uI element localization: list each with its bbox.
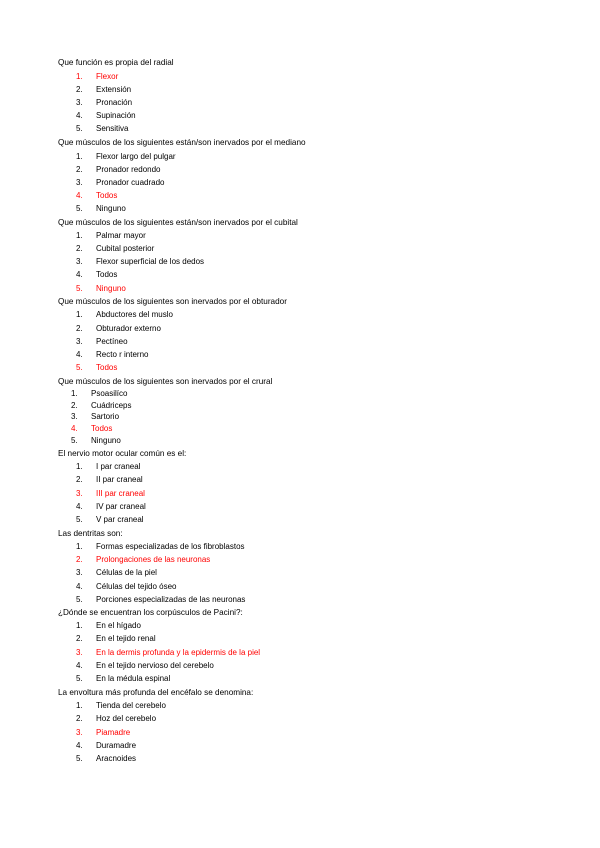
document-page: Que función es propia del radial 1. Flexor 2. Extensión 3. Pronación 4. Supinación 5. Sensitiva Que músculos de los siguientes están/son inervados por el mediano 1. Flexor largo del pulgar 2. Pronador redondo 3. Pronador cuadrado 4. Todos 5. Ninguno Que músculos de los siguientes están/son inervados por el cubital 1. Palmar mayor 2. Cubital posterior 3. Flexor superficial de los dedos 4. Todos 5. Ninguno Que músculos de los siguientes son inervados por el obturador 1. Abductores del muslo 2. Obturador externo 3. Pectíneo 4. Recto r interno 5. Todos Que músculos de los siguientes son inervados por el crural 1. Psoasilíco 2. Cuádriceps 3. Sartorio 4. Todos 5. Ninguno El nervio motor ocular común es el: 1. I par craneal 2. II par craneal 3. III par craneal 4. IV par craneal 5. V par craneal Las dentritas son: 1. Formas especializadas de los fibroblastos 2. Prolongaciones de las neuronas 3. Células de la piel 4. Células del tejido óseo 5. Porciones especializadas de las neuronas ¿Dónde se encuentran los corpúsculos de Pacini?: 1. En el hígado 2. En el tejido renal 3. En la dermis profunda y la epidermis de la piel 4. En el tejido nervioso del cerebelo 5. En la médula espinal La envoltura más profunda del encéfalo se denomina: 1. Tienda del cerebelo 2. Hoz del cerebelo 3. Piamadre 4. Duramadre 5. Aracnoides <box>58 58 306 763</box>
question-1-text: Que función es propia del radial <box>58 58 174 67</box>
question-8-text: ¿Dónde se encuentran los corpúsculos de Pacini?: <box>58 608 243 617</box>
question-7-text: Las dentritas son: <box>58 529 123 538</box>
question-4-text: Que músculos de los siguientes son inervados por el obturador <box>58 297 287 306</box>
question-9-text: La envoltura más profunda del encéfalo se denomina: <box>58 688 254 697</box>
question-3-text: Que músculos de los siguientes están/son inervados por el cubital <box>58 218 298 227</box>
question-2-text: Que músculos de los siguientes están/son inervados por el mediano <box>58 138 306 147</box>
question-6-text: El nervio motor ocular común es el: <box>58 449 187 458</box>
question-5-text: Que músculos de los siguientes son inervados por el crural <box>58 377 273 386</box>
